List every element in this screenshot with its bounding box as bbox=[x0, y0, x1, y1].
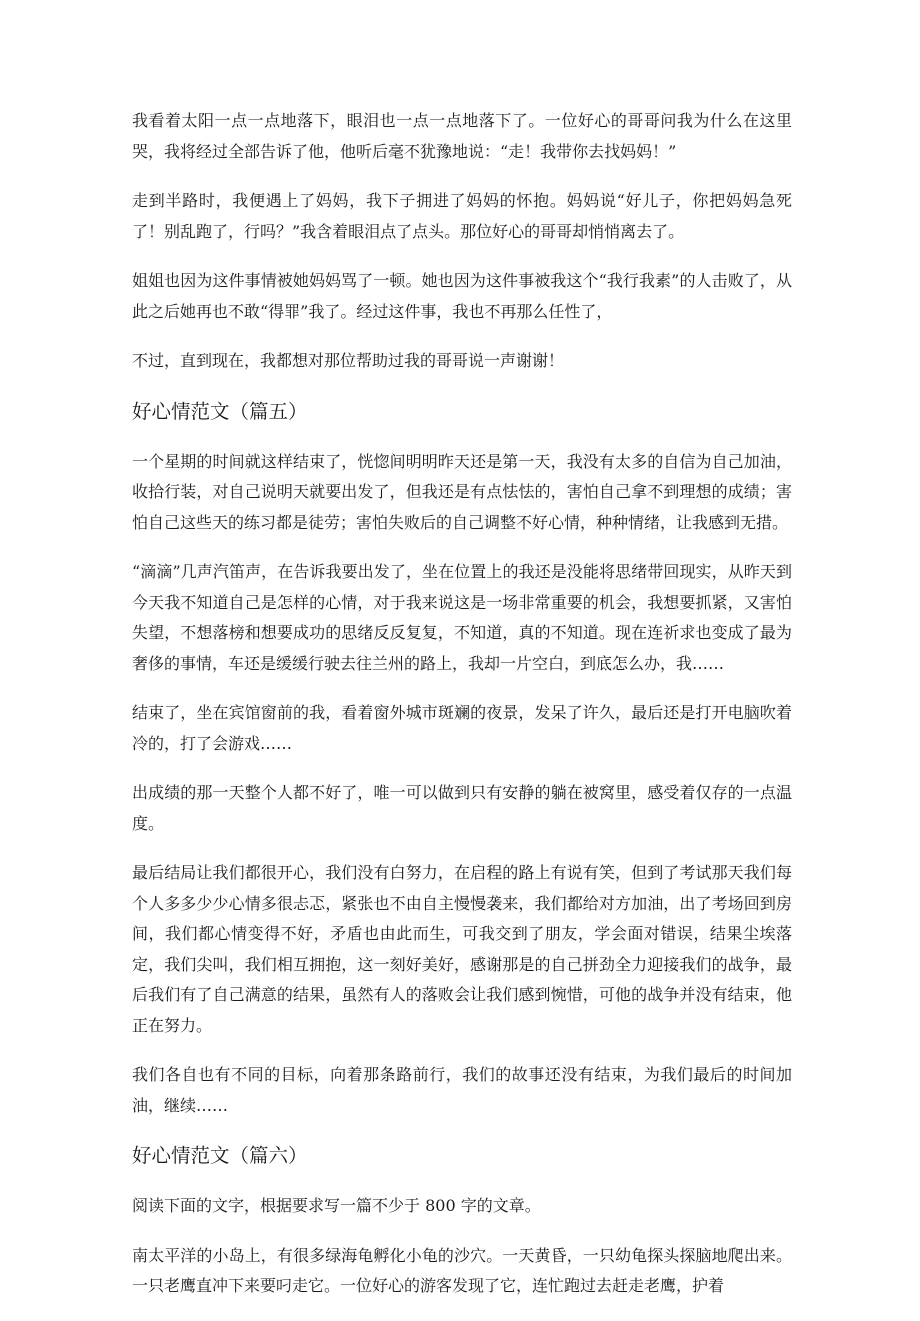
section-heading: 好心情范文（篇六） bbox=[132, 1144, 308, 1167]
paragraph: 出成绩的那一天整个人都不好了，唯一可以做到只有安静的躺在被窝里，感受着仅存的一点温度。 bbox=[132, 783, 792, 833]
paragraph: 南太平洋的小岛上，有很多绿海龟孵化小龟的沙穴。一天黄昏，一只幼龟探头探脑地爬出来。一只老鹰直冲下来要叼走它。一位好心的游客发现了它，连忙跑过去赶走老鹰，护着 bbox=[132, 1245, 792, 1295]
paragraph: 结束了，坐在宾馆窗前的我，看着窗外城市斑斓的夜景，发呆了许久，最后还是打开电脑吹着冷的，打了会游戏…… bbox=[132, 703, 792, 753]
paragraph: 姐姐也因为这件事情被她妈妈骂了一顿。她也因为这件事被我这个“我行我素”的人击败了，从此之后她再也不敢“得罪”我了。经过这件事，我也不再那么任性了， bbox=[132, 271, 792, 321]
paragraph: 阅读下面的文字，根据要求写一篇不少于 800 字的文章。 bbox=[132, 1196, 541, 1215]
paragraph: “滴滴”几声汽笛声，在告诉我要出发了，坐在位置上的我还是没能将思绪带回现实，从昨天到今天我不知道自己是怎样的心情，对于我来说这是一场非常重要的机会，我想要抓紧，又害怕失望，不想落榜和想要成功的思绪反反复复，不知道，真的不知道。现在连祈求也变成了最为奢侈的事情，车还是缓缓行驶去往兰州的路上，我却一片空白，到底怎么办，我…… bbox=[132, 562, 792, 673]
section-heading: 好心情范文（篇五） bbox=[132, 399, 308, 423]
paragraph: 不过，直到现在，我都想对那位帮助过我的哥哥说一声谢谢！ bbox=[132, 351, 565, 370]
paragraph: 走到半路时，我便遇上了妈妈，我下子拥进了妈妈的怀抱。妈妈说“好儿子，你把妈妈急死了！别乱跑了，行吗？”我含着眼泪点了点头。那位好心的哥哥却悄悄离去了。 bbox=[132, 191, 792, 241]
paragraph: 我们各自也有不同的目标，向着那条路前行，我们的故事还没有结束，为我们最后的时间加油，继续…… bbox=[132, 1065, 792, 1115]
paragraph: 我看着太阳一点一点地落下，眼泪也一点一点地落下了。一位好心的哥哥问我为什么在这里哭，我将经过全部告诉了他，他听后毫不犹豫地说：“走！我带你去找妈妈！” bbox=[132, 111, 792, 161]
paragraph: 一个星期的时间就这样结束了，恍惚间明明昨天还是第一天，我没有太多的自信为自己加油，收拾行装，对自己说明天就要出发了，但我还是有点怯怯的，害怕自己拿不到理想的成绩；害怕自己这些天的练习都是徒劳；害怕失败后的自己调整不好心情，种种情绪，让我感到无措。 bbox=[132, 451, 792, 532]
document-page bbox=[132, 106, 792, 1321]
paragraph: 最后结局让我们都很开心，我们没有白努力，在启程的路上有说有笑，但到了考试那天我们每个人多多少少心情多很忐忑，紧张也不由自主慢慢袭来，我们都给对方加油，出了考场回到房间，我们都心情变得不好，矛盾也由此而生，可我交到了朋友，学会面对错误，结果尘埃落定，我们尖叫，我们相互拥抱，这一刻好美好，感谢那是的自己拼劲全力迎接我们的战争，最后我们有了自己满意的结果，虽然有人的落败会让我们感到惋惜，可他的战争并没有结束，他正在努力。 bbox=[132, 863, 792, 1035]
